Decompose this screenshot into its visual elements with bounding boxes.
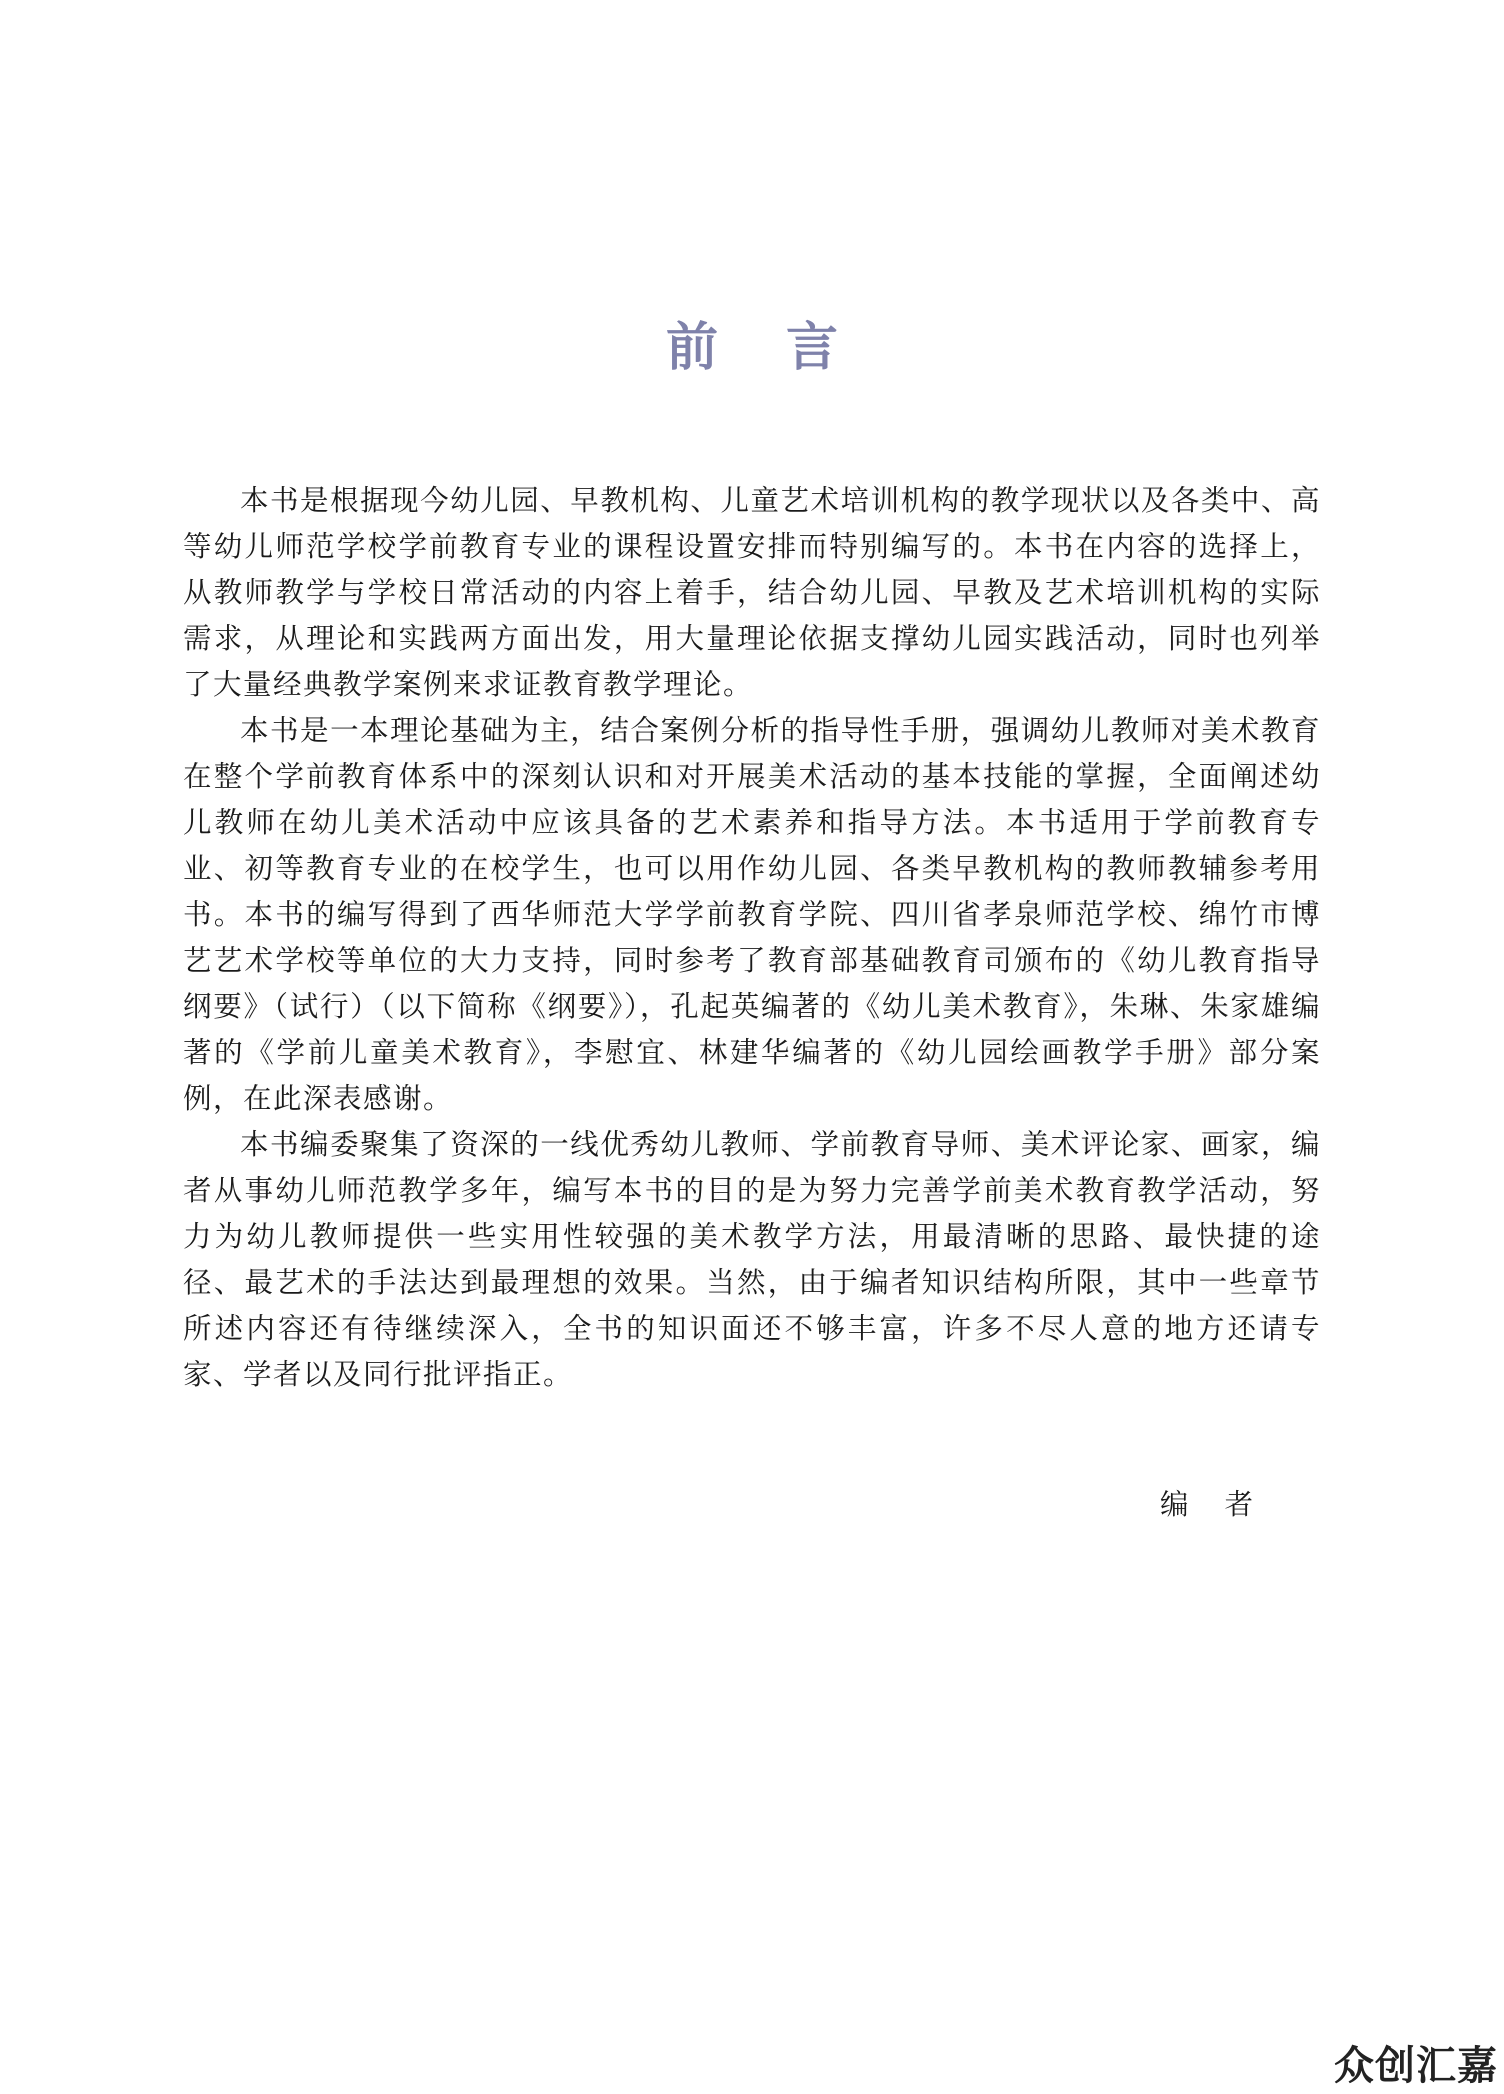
watermark-logo: 众创汇嘉 (1334, 2043, 1498, 2089)
paragraph-1: 本书是根据现今幼儿园、早教机构、儿童艺术培训机构的教学现状以及各类中、高等幼儿师范学校学前教育专业的课程设置安排而特别编写的。本书在内容的选择上，从教师教学与学校日常活动的内容上着手，结合幼儿园、早教及艺术培训机构的实际需求，从理论和实践两方面出发，用大量理论依据支撑幼儿园实践活动，同时也列举了大量经典教学案例来求证教育教学理论。 (183, 484, 1321, 701)
author-signature: 编者 (1159, 1488, 1289, 1521)
page-title: 前言 (665, 317, 906, 378)
paragraph-2: 本书是一本理论基础为主，结合案例分析的指导性手册，强调幼儿教师对美术教育在整个学前教育体系中的深刻认识和对开展美术活动的基本技能的掌握，全面阐述幼儿教师在幼儿美术活动中应该具备的艺术素养和指导方法。本书适用于学前教育专业、初等教育专业的在校学生，也可以用作幼儿园、各类早教机构的教师教辅参考用书。本书的编写得到了西华师范大学学前教育学院、四川省孝泉师范学校、绵竹市博艺艺术学校等单位的大力支持，同时参考了教育部基础教育司颁布的《幼儿教育指导纲要》（试行）（以下简称《纲要》），孔起英编著的《幼儿美术教育》，朱琳、朱家雄编著的《学前儿童美术教育》，李慰宜、林建华编著的《幼儿园绘画教学手册》部分案例，在此深表感谢。 (183, 714, 1321, 1115)
preface-body (183, 478, 1321, 1398)
paragraph-3: 本书编委聚集了资深的一线优秀幼儿教师、学前教育导师、美术评论家、画家，编者从事幼儿师范教学多年，编写本书的目的是为努力完善学前美术教育教学活动，努力为幼儿教师提供一些实用性较强的美术教学方法，用最清晰的思路、最快捷的途径、最艺术的手法达到最理想的效果。当然，由于编者知识结构所限，其中一些章节所述内容还有待继续深入，全书的知识面还不够丰富，许多不尽人意的地方还请专家、学者以及同行批评指正。 (183, 1128, 1321, 1391)
